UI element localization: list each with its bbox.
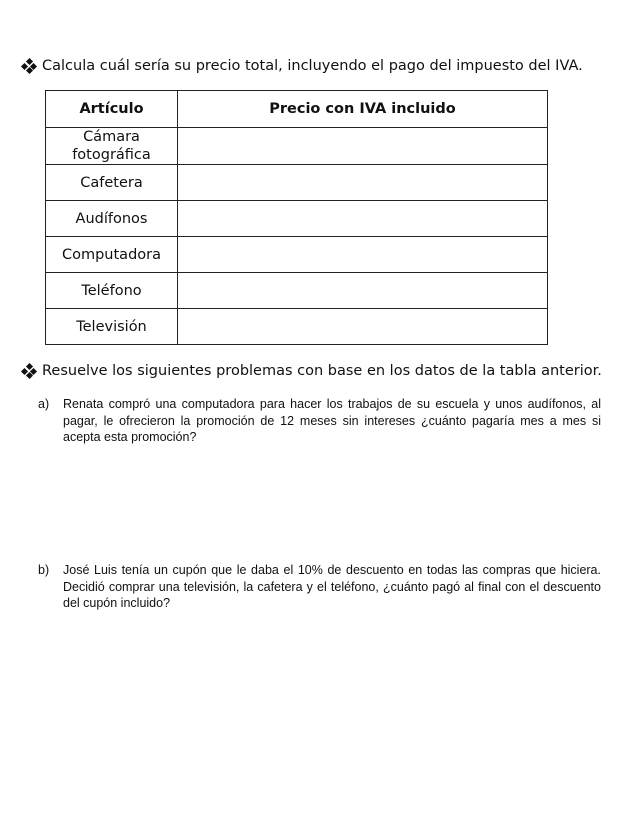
header-price: Precio con IVA incluido xyxy=(178,91,548,128)
article-cell: Televisión xyxy=(46,309,178,345)
instruction-text: Resuelve los siguientes problemas con base en los datos de la tabla anterior. xyxy=(42,363,602,379)
price-cell[interactable] xyxy=(178,237,548,273)
table-row xyxy=(46,309,548,345)
problem-label: b) xyxy=(38,563,50,577)
price-cell[interactable] xyxy=(178,309,548,345)
table-row xyxy=(46,128,548,165)
price-cell[interactable] xyxy=(178,128,548,165)
article-cell: Audífonos xyxy=(46,201,178,237)
table-header-row xyxy=(46,91,548,128)
diamond-bullet-icon xyxy=(22,59,36,73)
instruction-solve xyxy=(22,362,602,380)
article-cell: Cámara fotográfica xyxy=(46,128,178,165)
price-cell[interactable] xyxy=(178,165,548,201)
instruction-calculate xyxy=(22,57,583,75)
price-cell[interactable] xyxy=(178,201,548,237)
header-article: Artículo xyxy=(46,91,178,128)
price-table xyxy=(45,90,548,345)
article-cell: Computadora xyxy=(46,237,178,273)
table-row xyxy=(46,237,548,273)
price-cell[interactable] xyxy=(178,273,548,309)
instruction-text: Calcula cuál sería su precio total, incluyendo el pago del impuesto del IVA. xyxy=(42,58,583,74)
table-row xyxy=(46,201,548,237)
article-cell: Teléfono xyxy=(46,273,178,309)
article-cell: Cafetera xyxy=(46,165,178,201)
problem-text: José Luis tenía un cupón que le daba el 10% de descuento en todas las compras que hiciera. Decidió comprar una televisión, la cafetera y el teléfono, ¿cuánto pagó al final con el descuento del cupón incluido? xyxy=(63,563,601,610)
problem-label: a) xyxy=(38,397,50,411)
table-row xyxy=(46,273,548,309)
problem-text: Renata compró una computadora para hacer los trabajos de su escuela y unos audífonos, al pagar, le ofrecieron la promoción de 12 meses sin intereses ¿cuánto pagaría mes a mes si acepta esta promoción? xyxy=(63,397,601,444)
diamond-bullet-icon xyxy=(22,364,36,378)
problem-b xyxy=(38,562,601,612)
problem-a xyxy=(38,396,601,446)
table-row xyxy=(46,165,548,201)
